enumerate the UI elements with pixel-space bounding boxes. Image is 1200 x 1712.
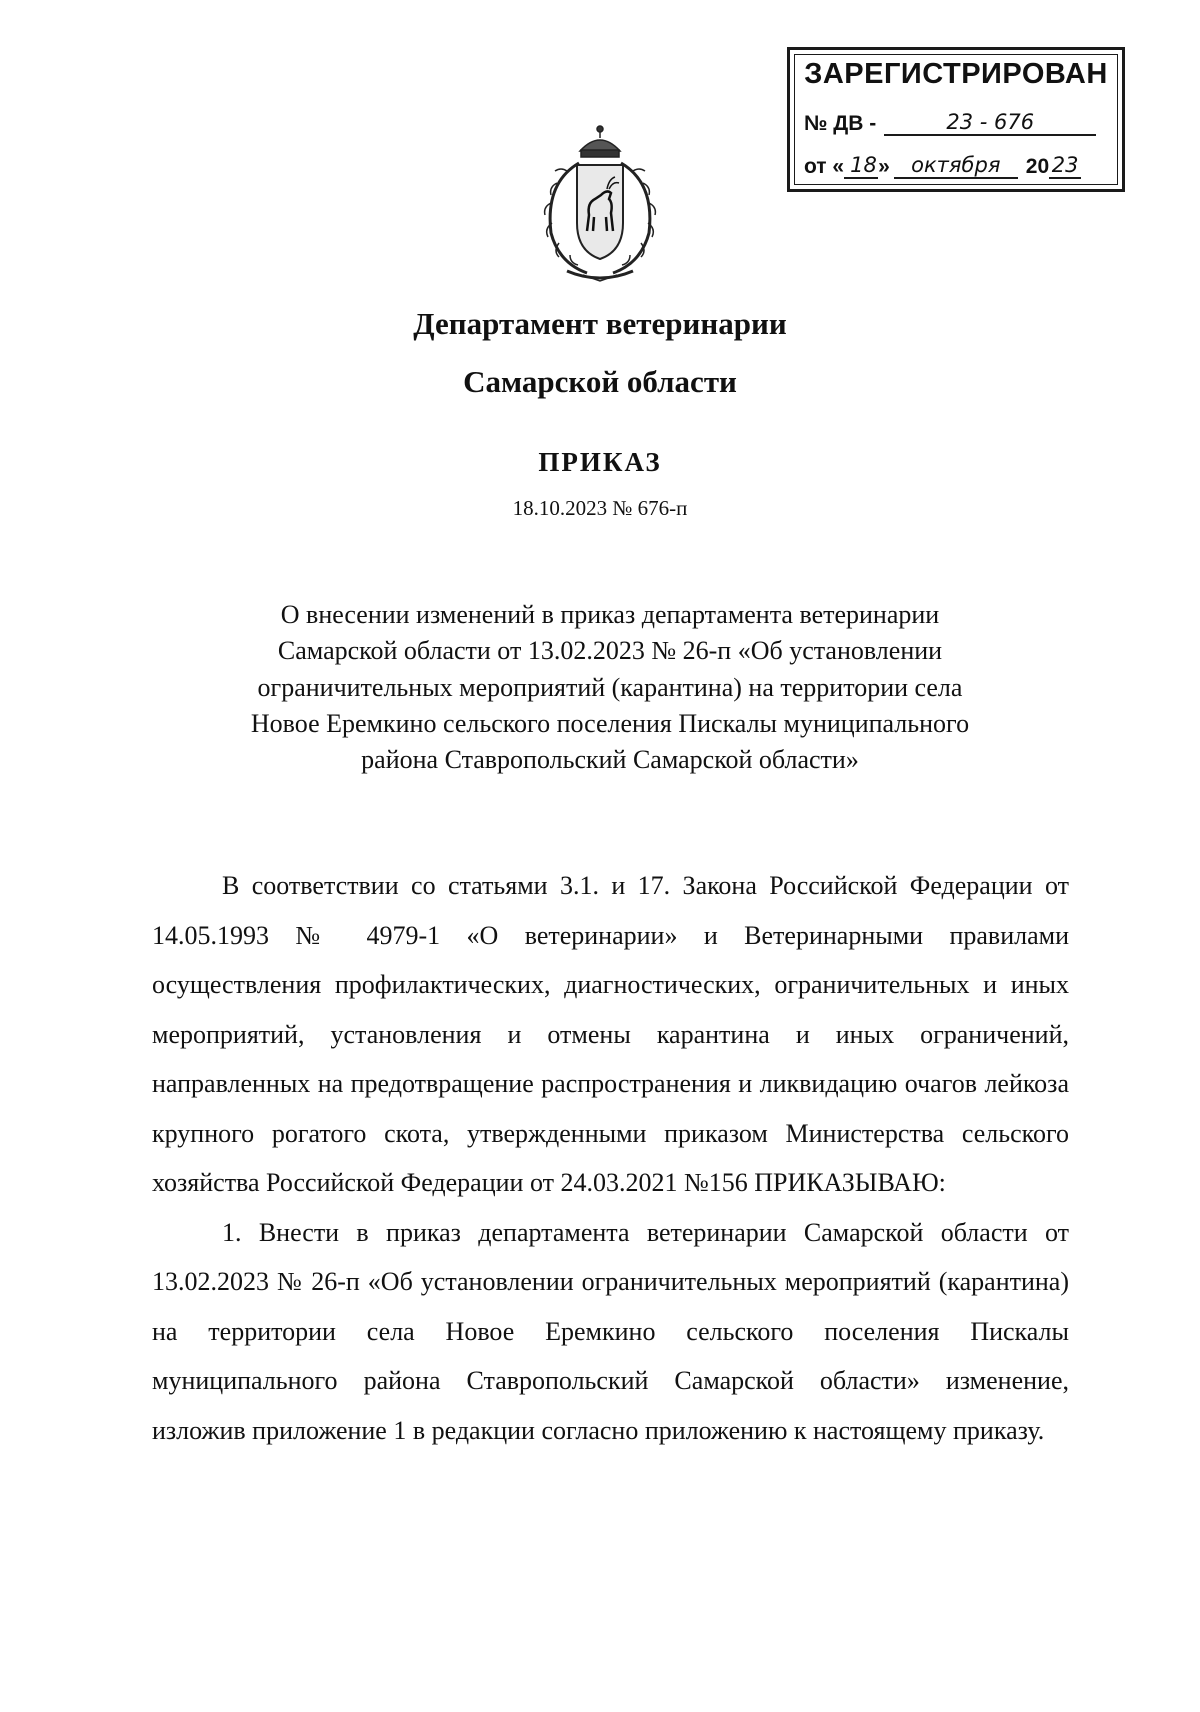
subject-line: Новое Еремкино сельского поселения Пискалы муниципального	[250, 708, 970, 738]
stamp-date-line	[804, 153, 1110, 179]
document-type: ПРИКАЗ	[538, 447, 662, 477]
stamp-date-month: октября	[894, 153, 1018, 179]
samara-coat-of-arms-icon	[537, 123, 663, 285]
department-name-line2: Самарской области	[463, 364, 737, 399]
subject-line: О внесении изменений в приказ департамента ветеринарии	[280, 600, 940, 629]
stamp-date-year-prefix: 20	[1025, 155, 1050, 178]
stamp-title: ЗАРЕГИСТРИРОВАН	[804, 58, 1108, 90]
stamp-date-mid: »	[878, 155, 890, 178]
stamp-number-value: 23 - 676	[884, 110, 1096, 136]
order-subject	[180, 597, 1040, 778]
stamp-number-line	[804, 110, 1110, 136]
subject-line: района Ставропольский Самарской области»	[361, 745, 859, 775]
document-number: 18.10.2023 № 676-п	[512, 496, 688, 520]
stamp-date-prefix: от «	[804, 155, 845, 178]
subject-line: Самарской области от 13.02.2023 № 26-п «Об установлении	[277, 636, 943, 666]
department-name-line1: Департамент ветеринарии	[413, 306, 787, 341]
registration-stamp	[787, 47, 1125, 192]
order-body	[152, 861, 1069, 1455]
body-preamble: В соответствии со статьями 3.1. и 17. Закона Российской Федерации от 14.05.1993 № 4979-1 «О ветеринарии» и Ветеринарными правилами осуществления профилактических, диагностических, ограничительных и иных мероприятий, установления и отмены карантина и иных ограничений, направленных на предотвращение распространения и ликвидацию очагов лейкоза крупного рогатого скота, утвержденными приказом Министерства сельского хозяйства Российской Федерации от 24.03.2021 №156 ПРИКАЗЫВАЮ:	[152, 871, 1069, 1197]
stamp-date-year-suffix: 23	[1049, 153, 1081, 179]
body-item-1: 1. Внести в приказ департамента ветеринарии Самарской области от 13.02.2023 № 26-п «Об установлении ограничительных мероприятий (карантина) на территории села Новое Еремкино сельского поселения Пискалы муниципального района Ставропольский Самарской области» изменение, изложив приложение 1 в редакции согласно приложению к настоящему приказу.	[152, 1217, 1069, 1445]
stamp-number-prefix: № ДВ -	[804, 112, 877, 135]
stamp-date-day: 18	[844, 153, 878, 179]
subject-line: ограничительных мероприятий (карантина) на территории села	[257, 672, 963, 702]
